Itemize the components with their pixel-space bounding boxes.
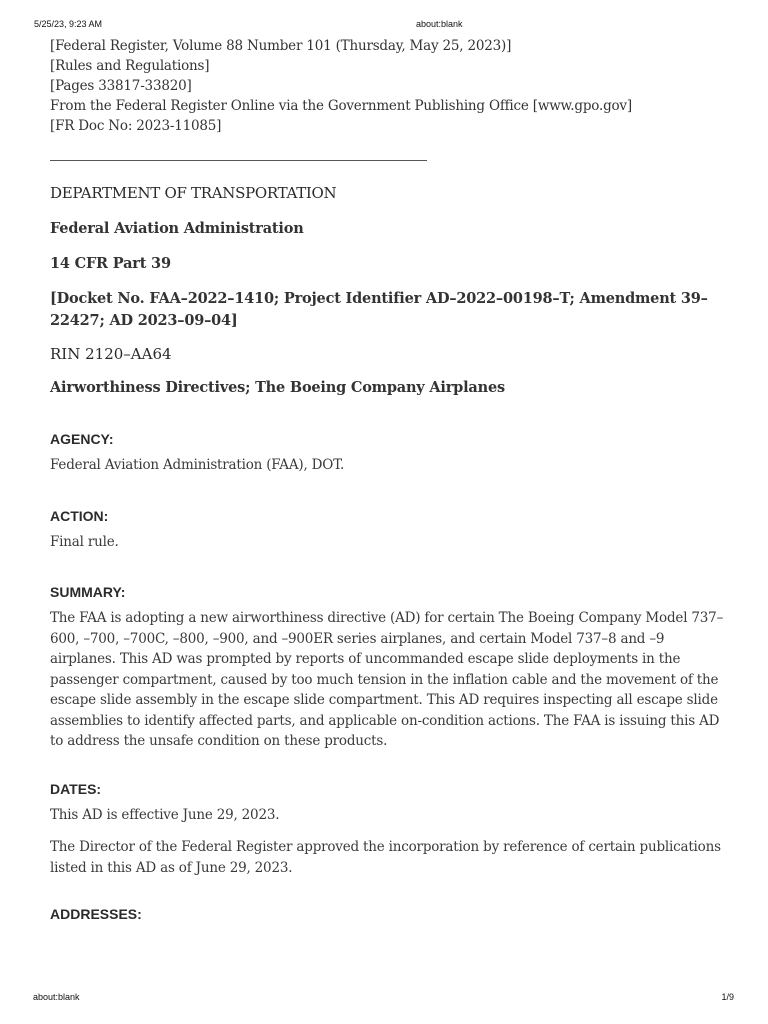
summary-text: The FAA is adopting a new airworthiness directive (AD) for certain The Boeing Company Model 737–600, –700, –700C, –800, –900, and –900ER series airplanes, and certain Model 737–8 and –9 airplanes. This AD was prompted by reports of uncommanded escape slide deployments in the passenger compartment, caused by too much tension in the inflation cable and the movement of the escape slide assembly in the escape slide compartment. This AD requires inspecting all escape slide assemblies to identify affected parts, and applicable on-condition actions. The FAA is issuing this AD to address the unsafe condition on these products. <box>50 610 724 749</box>
print-footer-url: about:blank <box>33 992 80 1002</box>
department-heading: DEPARTMENT OF TRANSPORTATION <box>50 184 337 202</box>
horizontal-divider <box>50 160 427 161</box>
addresses-label: ADDRESSES: <box>50 906 142 922</box>
docket-heading: [Docket No. FAA–2022–1410; Project Identifier AD–2022–00198–T; Amendment 39–22427; AD 2023–09–04] <box>50 290 708 329</box>
dates-label: DATES: <box>50 780 102 797</box>
print-datetime: 5/25/23, 9:23 AM <box>34 19 103 29</box>
agency-text: Federal Aviation Administration (FAA), DOT. <box>50 457 345 473</box>
agency-heading: Federal Aviation Administration <box>50 220 304 237</box>
fr-doc-line: [FR Doc No: 2023-11085] <box>50 118 222 134</box>
document-metadata <box>50 36 730 136</box>
pages-line: [Pages 33817-33820] <box>50 78 192 94</box>
print-page-number: 1/9 <box>721 992 734 1002</box>
agency-label: AGENCY: <box>50 431 114 447</box>
rin-heading: RIN 2120–AA64 <box>50 345 172 363</box>
dates-ibr-text: The Director of the Federal Register approved the incorporation by reference of certain publications listed in this AD as of June 29, 2023. <box>50 839 721 876</box>
print-footer <box>0 992 768 1004</box>
action-label: ACTION: <box>50 507 109 524</box>
summary-label: SUMMARY: <box>50 584 126 600</box>
document-title: Airworthiness Directives; The Boeing Company Airplanes <box>50 379 505 396</box>
dates-effective-text: This AD is effective June 29, 2023. <box>50 806 280 823</box>
action-text: Final rule. <box>50 533 119 550</box>
document-body <box>50 36 730 923</box>
print-header <box>0 19 768 31</box>
source-line: From the Federal Register Online via the Government Publishing Office [www.gpo.gov] <box>50 98 632 114</box>
cfr-part-heading: 14 CFR Part 39 <box>50 255 171 272</box>
section-line: [Rules and Regulations] <box>50 58 210 74</box>
volume-line: [Federal Register, Volume 88 Number 101 (Thursday, May 25, 2023)] <box>50 38 512 54</box>
print-page-title: about:blank <box>416 19 463 29</box>
